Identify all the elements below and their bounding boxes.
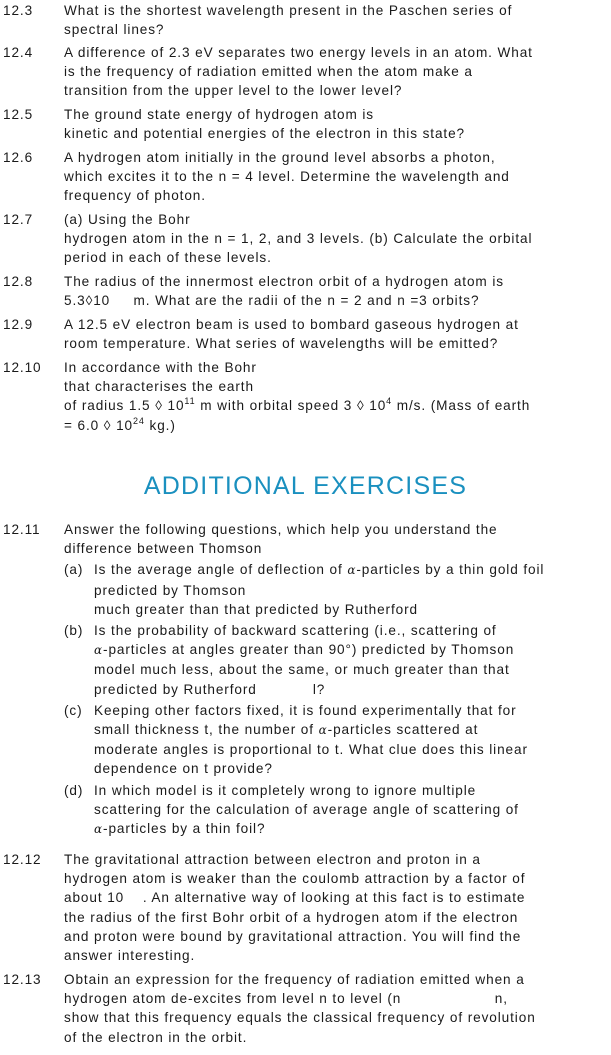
question-number: 12.3	[3, 3, 34, 18]
question-number: 12.13	[3, 972, 42, 987]
text-fragment: m with orbital speed 3 ◊ 10	[195, 398, 387, 414]
question-text-line: that characterises the earth	[64, 379, 254, 395]
text-fragment: of radius 1.5 ◊ 10	[64, 398, 185, 414]
alpha-symbol: α	[94, 643, 104, 658]
subquestion-b	[64, 621, 606, 699]
question-12-10	[0, 358, 606, 435]
question-text-line: predicted by Thomson	[94, 582, 247, 598]
question-12-4	[0, 43, 606, 101]
question-text-line: of the electron in the orbit.	[64, 1029, 248, 1045]
text-fragment: m/s. (Mass of earth	[392, 398, 531, 414]
question-text-line	[94, 720, 606, 740]
subquestion-a	[64, 560, 606, 619]
question-text-line: much greater than that predicted by Rutherford	[94, 601, 419, 617]
question-number: 12.10	[3, 360, 42, 375]
question-text-line	[94, 819, 606, 839]
question-text-line: Obtain an expression for the frequency of radiation emitted when a	[64, 972, 525, 987]
question-text-line: about 10 . An alternative way of looking at this fact is to estimate	[64, 890, 526, 906]
question-12-11	[0, 520, 606, 839]
text-fragment: -particles at angles greater than 90°) predicted by Thomson	[103, 642, 515, 658]
question-text-line: frequency of photon.	[64, 188, 206, 204]
question-text-line: show that this frequency equals the classical frequency of revolution	[64, 1010, 536, 1026]
alpha-symbol: α	[318, 723, 328, 738]
question-text-line: 5.3◊10 m. What are the radii of the n = 2 and n =3 orbits?	[64, 293, 480, 309]
question-12-5	[0, 105, 606, 143]
question-number: 12.8	[3, 274, 34, 289]
question-12-6	[0, 148, 606, 206]
text-fragment: -particles by a thin foil?	[103, 821, 266, 837]
question-text-line	[94, 560, 606, 580]
question-text-line: and proton were bound by gravitational attraction. You will find the	[64, 928, 522, 944]
question-text-line: Is the probability of backward scattering (i.e., scattering of	[94, 623, 497, 639]
text-fragment: small thickness t, the number of	[94, 722, 319, 738]
text-fragment: -particles by a thin gold foil	[356, 562, 545, 578]
question-text-line: room temperature. What series of wavelengths will be emitted?	[64, 336, 499, 352]
subquestion-label: (b)	[64, 623, 84, 639]
alpha-symbol: α	[347, 563, 357, 578]
question-text-line: dependence on t provide?	[94, 761, 273, 777]
question-number: 12.12	[3, 852, 42, 867]
question-text-line: spectral lines?	[64, 22, 165, 38]
alpha-symbol: α	[94, 822, 104, 837]
question-text-line: hydrogen atom in the n = 1, 2, and 3 levels. (b) Calculate the orbital	[64, 231, 533, 247]
question-number: 12.9	[3, 317, 34, 332]
subquestion-c	[64, 701, 606, 779]
question-text-line: The gravitational attraction between electron and proton in a	[64, 852, 481, 867]
question-text-line	[64, 416, 606, 435]
question-text-line: Keeping other factors fixed, it is found experimentally that for	[94, 702, 517, 718]
question-text-line: transition from the upper level to the lower level?	[64, 83, 403, 99]
question-text-line: hydrogen atom de-excites from level n to level (n n,	[64, 991, 508, 1007]
question-text-line: the radius of the first Bohr orbit of a hydrogen atom if the electron	[64, 909, 519, 925]
question-text-line: kinetic and potential energies of the electron in this state?	[64, 126, 466, 142]
question-12-12	[0, 850, 606, 965]
superscript: 4	[386, 396, 393, 407]
text-fragment: kg.)	[144, 417, 176, 433]
question-text-line	[94, 640, 606, 660]
question-text-line	[64, 396, 606, 415]
question-text-line: The ground state energy of hydrogen atom is	[64, 107, 374, 122]
question-text-line: period in each of these levels.	[64, 250, 272, 266]
question-text-line: scattering for the calculation of average angle of scattering of	[94, 801, 519, 817]
superscript: 24	[133, 415, 145, 426]
text-fragment: = 6.0 ◊ 10	[64, 417, 134, 433]
question-12-8	[0, 272, 606, 310]
question-text-line: What is the shortest wavelength present in the Paschen series of	[64, 3, 513, 18]
question-12-9	[0, 315, 606, 353]
text-fragment: -particles scattered at	[327, 722, 479, 738]
question-number: 12.7	[3, 212, 34, 227]
question-12-7	[0, 210, 606, 268]
question-text-line: is the frequency of radiation emitted when the atom make a	[64, 64, 473, 80]
question-text-line: predicted by Rutherford l?	[94, 681, 326, 697]
question-text-line: model much less, about the same, or much greater than that	[94, 662, 510, 678]
subquestion-d	[64, 781, 606, 840]
question-number: 12.4	[3, 45, 34, 60]
question-text-line: The radius of the innermost electron orbit of a hydrogen atom is	[64, 274, 504, 289]
question-number: 12.6	[3, 150, 34, 165]
question-text-line: Answer the following questions, which help you understand the	[64, 522, 498, 537]
text-fragment: Is the average angle of deflection of	[94, 562, 348, 578]
question-number: 12.11	[3, 522, 41, 537]
question-text-line: In which model is it completely wrong to ignore multiple	[94, 782, 477, 798]
question-text-line: difference between Thomson	[64, 541, 263, 557]
subquestion-label: (c)	[64, 702, 83, 718]
question-text-line: In accordance with the Bohr	[64, 360, 257, 375]
subquestion-label: (a)	[64, 562, 84, 578]
section-heading: ADDITIONAL EXERCISES	[143, 472, 468, 500]
subquestion-label: (d)	[64, 782, 84, 798]
question-12-3	[0, 1, 606, 39]
superscript: 11	[184, 396, 196, 407]
question-text-line: answer interesting.	[64, 948, 196, 964]
question-text-line: A 12.5 eV electron beam is used to bombard gaseous hydrogen at	[64, 317, 519, 332]
question-text-line: A hydrogen atom initially in the ground level absorbs a photon,	[64, 150, 496, 165]
question-text-line: A difference of 2.3 eV separates two energy levels in an atom. What	[64, 45, 533, 60]
question-text-line: (a) Using the Bohr	[64, 212, 191, 227]
question-number: 12.5	[3, 107, 34, 122]
question-text-line: hydrogen atom is weaker than the coulomb attraction by a factor of	[64, 871, 526, 887]
question-12-13	[0, 970, 606, 1047]
question-text-line: which excites it to the n = 4 level. Determine the wavelength and	[64, 169, 510, 185]
question-text-line: moderate angles is proportional to t. What clue does this linear	[94, 742, 528, 758]
